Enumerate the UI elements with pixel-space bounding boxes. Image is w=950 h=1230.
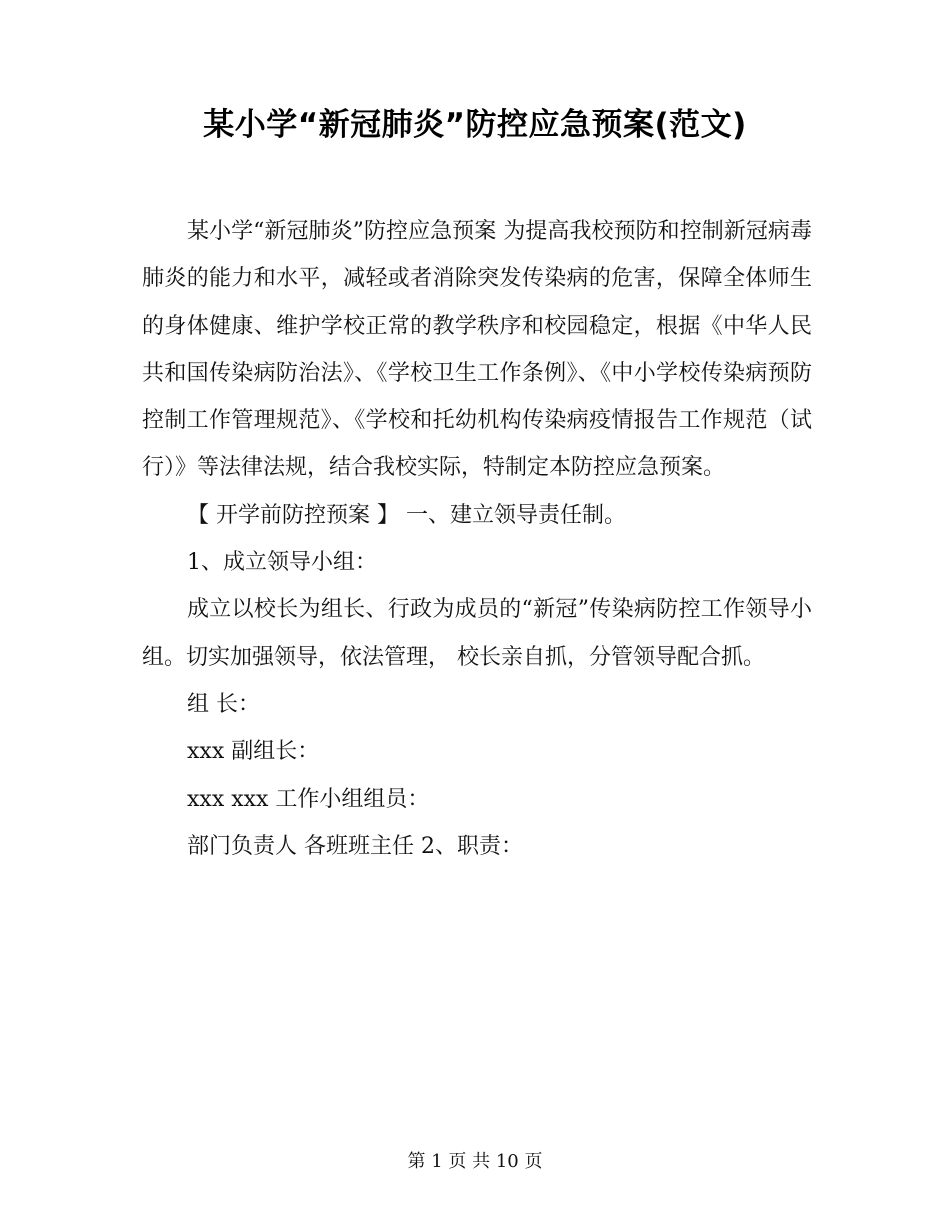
intro-paragraph: 某小学“新冠肺炎”防控应急预案 为提高我校预防和控制新冠病毒肺炎的能力和水平，减轻或者消除突发传染病的危害，保障全体师生的身体健康、维护学校正常的教学秩序和校园稳定，根据《中华人民共和国传染病防治法》、《学校卫生工作条例》、《中小学校传染病预防控制工作管理规范》、《学校和托幼机构传染病疫情报告工作规范（试行）》等法律法规，结合我校实际，特制定本防控应急预案。	[142, 219, 812, 481]
section-heading: 【 开学前防控预案 】 一、建立领导责任制。	[187, 502, 626, 528]
team-members-line: xxx xxx 工作小组组员：	[187, 786, 430, 812]
subsection-heading: 1、成立领导小组：	[187, 550, 377, 576]
document-title: 某小学“新冠肺炎”防控应急预案(范文)	[203, 107, 747, 143]
team-leader-line: 组 长：	[187, 691, 260, 717]
page-number-footer: 第 1 页 共 10 页	[407, 1151, 543, 1172]
document-body	[142, 208, 812, 870]
deputy-leader-line: xxx 副组长：	[187, 739, 320, 765]
leadership-paragraph: 成立以校长为组长、行政为成员的“新冠”传染病防控工作领导小组。切实加强领导，依法管理， 校长亲自抓，分管领导配合抓。	[142, 597, 812, 670]
responsibilities-line: 部门负责人 各班班主任 2、职责：	[187, 833, 523, 859]
